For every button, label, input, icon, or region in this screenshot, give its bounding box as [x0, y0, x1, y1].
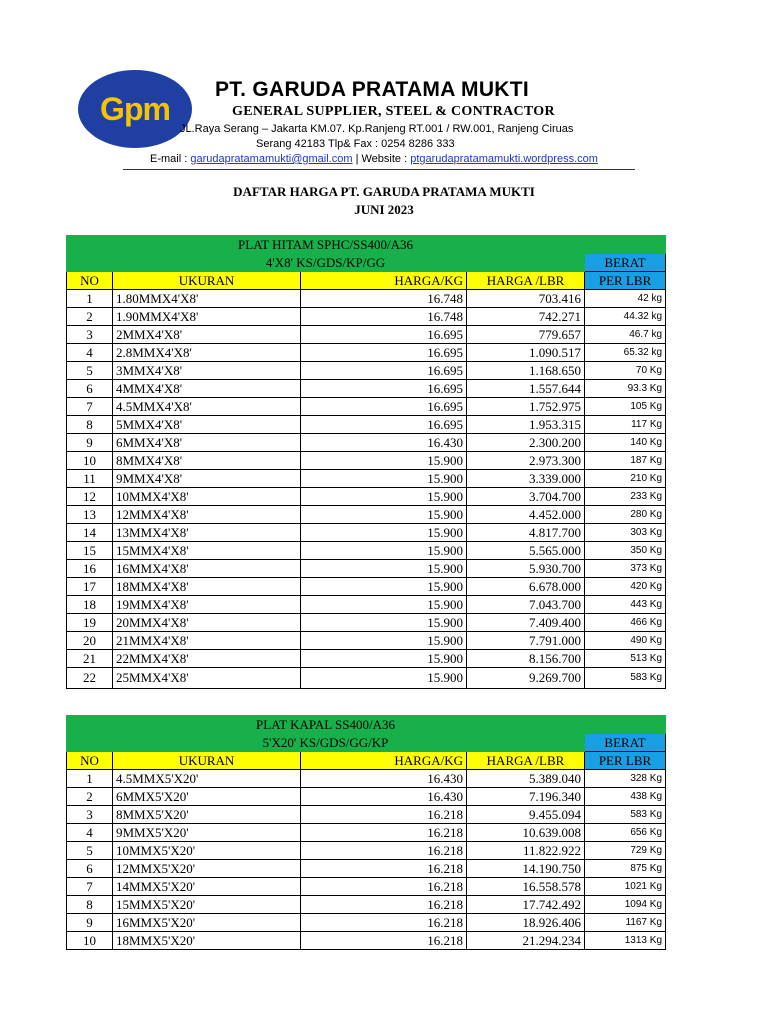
cell-berat: 117 Kg — [585, 416, 666, 434]
cell-harga-kg: 16.430 — [301, 788, 467, 806]
cell-no: 6 — [67, 860, 113, 878]
table-title-row — [67, 254, 666, 272]
cell-ukuran: 12MMX4'X8' — [113, 506, 301, 524]
table-row — [67, 824, 666, 842]
column-header-no: NO — [67, 272, 113, 290]
cell-no: 3 — [67, 326, 113, 344]
cell-no: 10 — [67, 932, 113, 950]
column-header-harga-kg: HARGA/KG — [301, 272, 467, 290]
column-header-harga-lbr: HARGA /LBR — [467, 272, 585, 290]
cell-no: 3 — [67, 806, 113, 824]
website-label: | Website : — [352, 153, 411, 165]
column-header-ukuran: UKURAN — [113, 272, 301, 290]
table-row — [67, 596, 666, 614]
cell-harga-lbr: 1.557.644 — [467, 380, 585, 398]
cell-no: 7 — [67, 398, 113, 416]
cell-no: 21 — [67, 650, 113, 668]
cell-berat: 583 Kg — [585, 806, 666, 824]
table-row — [67, 380, 666, 398]
table-row — [67, 308, 666, 326]
table-header-row — [67, 752, 666, 770]
cell-no: 4 — [67, 344, 113, 362]
table-row — [67, 542, 666, 560]
cell-ukuran: 3MMX4'X8' — [113, 362, 301, 380]
cell-no: 4 — [67, 824, 113, 842]
cell-berat: 70 Kg — [585, 362, 666, 380]
cell-berat: 373 Kg — [585, 560, 666, 578]
table-row — [67, 434, 666, 452]
cell-berat: 583 Kg — [585, 668, 666, 689]
cell-ukuran: 12MMX5'X20' — [113, 860, 301, 878]
cell-harga-lbr: 1.752.975 — [467, 398, 585, 416]
cell-no: 12 — [67, 488, 113, 506]
cell-harga-kg: 15.900 — [301, 596, 467, 614]
cell-ukuran: 15MMX4'X8' — [113, 542, 301, 560]
cell-harga-lbr: 1.090.517 — [467, 344, 585, 362]
cell-berat: 44.32 kg — [585, 308, 666, 326]
cell-harga-kg: 16.695 — [301, 380, 467, 398]
cell-harga-lbr: 7.791.000 — [467, 632, 585, 650]
cell-no: 18 — [67, 596, 113, 614]
table-row — [67, 470, 666, 488]
cell-berat: 1094 Kg — [585, 896, 666, 914]
cell-berat: 443 Kg — [585, 596, 666, 614]
cell-berat: 656 Kg — [585, 824, 666, 842]
cell-harga-lbr: 1.953.315 — [467, 416, 585, 434]
cell-ukuran: 13MMX4'X8' — [113, 524, 301, 542]
cell-no: 1 — [67, 770, 113, 788]
cell-harga-kg: 16.218 — [301, 878, 467, 896]
table-row — [67, 932, 666, 950]
cell-harga-kg: 16.695 — [301, 398, 467, 416]
cell-ukuran: 8MMX4'X8' — [113, 452, 301, 470]
header-divider — [123, 169, 635, 170]
column-header-no: NO — [67, 752, 113, 770]
table-row — [67, 632, 666, 650]
table-title-row — [67, 734, 666, 752]
cell-harga-lbr: 21.294.234 — [467, 932, 585, 950]
cell-no: 19 — [67, 614, 113, 632]
company-city-phone: Serang 42183 Tlp& Fax : 0254 8286 333 — [256, 138, 455, 150]
cell-ukuran: 16MMX5'X20' — [113, 914, 301, 932]
cell-harga-lbr: 8.156.700 — [467, 650, 585, 668]
table-row — [67, 578, 666, 596]
document-period: JUNI 2023 — [354, 202, 414, 217]
column-header-berat-1: BERAT — [585, 734, 666, 752]
cell-berat: 233 Kg — [585, 488, 666, 506]
website-link[interactable]: ptgarudapratamamukti.wordpress.com — [410, 153, 598, 165]
table-row — [67, 362, 666, 380]
cell-berat: 42 kg — [585, 290, 666, 308]
email-label: E-mail : — [150, 153, 191, 165]
cell-harga-kg: 15.900 — [301, 524, 467, 542]
cell-ukuran: 20MMX4'X8' — [113, 614, 301, 632]
cell-no: 7 — [67, 878, 113, 896]
cell-harga-lbr: 16.558.578 — [467, 878, 585, 896]
cell-no: 1 — [67, 290, 113, 308]
cell-harga-lbr: 14.190.750 — [467, 860, 585, 878]
cell-harga-kg: 16.430 — [301, 434, 467, 452]
company-address: JL.Raya Serang – Jakarta KM.07. Kp.Ranjeng RT.001 / RW.001, Ranjeng Ciruas — [180, 123, 574, 135]
cell-harga-lbr: 5.930.700 — [467, 560, 585, 578]
cell-harga-lbr: 2.300.200 — [467, 434, 585, 452]
cell-harga-lbr: 1.168.650 — [467, 362, 585, 380]
cell-berat: 280 Kg — [585, 506, 666, 524]
cell-no: 14 — [67, 524, 113, 542]
cell-harga-kg: 16.695 — [301, 326, 467, 344]
cell-no: 15 — [67, 542, 113, 560]
cell-berat: 1167 Kg — [585, 914, 666, 932]
cell-harga-kg: 16.218 — [301, 860, 467, 878]
table-row — [67, 788, 666, 806]
cell-harga-lbr: 18.926.406 — [467, 914, 585, 932]
cell-harga-kg: 16.218 — [301, 824, 467, 842]
table-row — [67, 560, 666, 578]
cell-ukuran: 1.90MMX4'X8' — [113, 308, 301, 326]
cell-harga-lbr: 742.271 — [467, 308, 585, 326]
cell-ukuran: 2MMX4'X8' — [113, 326, 301, 344]
company-contact — [150, 153, 598, 165]
cell-berat: 438 Kg — [585, 788, 666, 806]
cell-berat: 729 Kg — [585, 842, 666, 860]
cell-no: 20 — [67, 632, 113, 650]
cell-no: 22 — [67, 668, 113, 689]
cell-harga-lbr: 9.455.094 — [467, 806, 585, 824]
table-row — [67, 896, 666, 914]
table-row — [67, 650, 666, 668]
table-row — [67, 878, 666, 896]
cell-harga-kg: 15.900 — [301, 668, 467, 689]
cell-ukuran: 9MMX4'X8' — [113, 470, 301, 488]
cell-harga-kg: 16.695 — [301, 362, 467, 380]
cell-harga-kg: 15.900 — [301, 578, 467, 596]
cell-no: 5 — [67, 842, 113, 860]
table-row — [67, 524, 666, 542]
cell-ukuran: 2.8MMX4'X8' — [113, 344, 301, 362]
cell-berat: 105 Kg — [585, 398, 666, 416]
cell-harga-lbr: 779.657 — [467, 326, 585, 344]
cell-harga-lbr: 6.678.000 — [467, 578, 585, 596]
table-row — [67, 506, 666, 524]
cell-harga-kg: 16.748 — [301, 290, 467, 308]
cell-ukuran: 18MMX4'X8' — [113, 578, 301, 596]
cell-ukuran: 16MMX4'X8' — [113, 560, 301, 578]
company-subtitle: GENERAL SUPPLIER, STEEL & CONTRACTOR — [232, 104, 555, 119]
table-row — [67, 770, 666, 788]
cell-berat: 1313 Kg — [585, 932, 666, 950]
cell-harga-kg: 15.900 — [301, 632, 467, 650]
table-title-1: PLAT HITAM SPHC/SS400/A36 — [67, 236, 585, 254]
cell-harga-kg: 15.900 — [301, 560, 467, 578]
cell-harga-lbr: 3.339.000 — [467, 470, 585, 488]
cell-berat: 1021 Kg — [585, 878, 666, 896]
table-row — [67, 914, 666, 932]
cell-harga-kg: 15.900 — [301, 470, 467, 488]
cell-berat: 65.32 kg — [585, 344, 666, 362]
cell-harga-kg: 16.218 — [301, 932, 467, 950]
cell-ukuran: 9MMX5'X20' — [113, 824, 301, 842]
cell-harga-lbr: 5.565.000 — [467, 542, 585, 560]
table-row — [67, 290, 666, 308]
table-title-1: PLAT KAPAL SS400/A36 — [67, 716, 585, 734]
cell-harga-kg: 16.218 — [301, 896, 467, 914]
cell-harga-kg: 15.900 — [301, 506, 467, 524]
cell-ukuran: 1.80MMX4'X8' — [113, 290, 301, 308]
cell-harga-kg: 15.900 — [301, 488, 467, 506]
table-row — [67, 614, 666, 632]
cell-harga-kg: 16.748 — [301, 308, 467, 326]
column-header-berat-1: BERAT — [585, 254, 666, 272]
cell-harga-lbr: 11.822.922 — [467, 842, 585, 860]
cell-no: 9 — [67, 434, 113, 452]
cell-ukuran: 4.5MMX4'X8' — [113, 398, 301, 416]
table-row — [67, 860, 666, 878]
company-name: PT. GARUDA PRATAMA MUKTI — [215, 78, 530, 101]
cell-berat: 513 Kg — [585, 650, 666, 668]
cell-no: 8 — [67, 416, 113, 434]
cell-harga-kg: 16.218 — [301, 914, 467, 932]
company-logo — [78, 70, 192, 148]
cell-berat: 466 Kg — [585, 614, 666, 632]
title-band-end — [585, 716, 666, 734]
cell-ukuran: 4.5MMX5'X20' — [113, 770, 301, 788]
cell-berat: 328 Kg — [585, 770, 666, 788]
price-table-plat-kapal — [66, 715, 666, 950]
cell-no: 17 — [67, 578, 113, 596]
cell-harga-lbr: 4.452.000 — [467, 506, 585, 524]
cell-no: 6 — [67, 380, 113, 398]
cell-harga-kg: 16.218 — [301, 842, 467, 860]
cell-harga-lbr: 7.043.700 — [467, 596, 585, 614]
cell-ukuran: 19MMX4'X8' — [113, 596, 301, 614]
cell-ukuran: 10MMX5'X20' — [113, 842, 301, 860]
cell-harga-lbr: 9.269.700 — [467, 668, 585, 689]
cell-ukuran: 18MMX5'X20' — [113, 932, 301, 950]
column-header-berat-2: PER LBR — [585, 752, 666, 770]
cell-harga-kg: 15.900 — [301, 452, 467, 470]
cell-no: 2 — [67, 308, 113, 326]
cell-ukuran: 14MMX5'X20' — [113, 878, 301, 896]
cell-harga-kg: 16.430 — [301, 770, 467, 788]
cell-no: 5 — [67, 362, 113, 380]
cell-harga-lbr: 7.409.400 — [467, 614, 585, 632]
cell-harga-kg: 16.695 — [301, 344, 467, 362]
table-title-2: 5'X20' KS/GDS/GG/KP — [67, 734, 585, 752]
cell-ukuran: 25MMX4'X8' — [113, 668, 301, 689]
cell-berat: 187 Kg — [585, 452, 666, 470]
title-band-end — [585, 236, 666, 254]
table-title-2: 4'X8' KS/GDS/KP/GG — [67, 254, 585, 272]
document-title: DAFTAR HARGA PT. GARUDA PRATAMA MUKTI — [233, 184, 535, 199]
cell-ukuran: 22MMX4'X8' — [113, 650, 301, 668]
cell-berat: 210 Kg — [585, 470, 666, 488]
table-row — [67, 806, 666, 824]
column-header-harga-kg: HARGA/KG — [301, 752, 467, 770]
price-table-plat-hitam — [66, 235, 666, 689]
table-row — [67, 842, 666, 860]
cell-no: 8 — [67, 896, 113, 914]
cell-harga-lbr: 17.742.492 — [467, 896, 585, 914]
cell-harga-kg: 15.900 — [301, 650, 467, 668]
cell-berat: 140 Kg — [585, 434, 666, 452]
cell-ukuran: 10MMX4'X8' — [113, 488, 301, 506]
table-title-row — [67, 716, 666, 734]
column-header-ukuran: UKURAN — [113, 752, 301, 770]
cell-berat: 875 Kg — [585, 860, 666, 878]
table-header-row — [67, 272, 666, 290]
table-row — [67, 668, 666, 689]
cell-no: 10 — [67, 452, 113, 470]
table-row — [67, 344, 666, 362]
cell-berat: 420 Kg — [585, 578, 666, 596]
cell-no: 13 — [67, 506, 113, 524]
cell-ukuran: 15MMX5'X20' — [113, 896, 301, 914]
email-link[interactable]: garudapratamamukti@gmail.com — [190, 153, 353, 165]
cell-ukuran: 6MMX5'X20' — [113, 788, 301, 806]
cell-berat: 93.3 Kg — [585, 380, 666, 398]
cell-harga-lbr: 2.973.300 — [467, 452, 585, 470]
cell-no: 11 — [67, 470, 113, 488]
cell-harga-kg: 15.900 — [301, 614, 467, 632]
cell-harga-kg: 16.218 — [301, 806, 467, 824]
cell-harga-lbr: 3.704.700 — [467, 488, 585, 506]
table-row — [67, 452, 666, 470]
cell-no: 2 — [67, 788, 113, 806]
cell-harga-lbr: 4.817.700 — [467, 524, 585, 542]
table-row — [67, 488, 666, 506]
cell-berat: 303 Kg — [585, 524, 666, 542]
cell-no: 16 — [67, 560, 113, 578]
cell-ukuran: 8MMX5'X20' — [113, 806, 301, 824]
cell-ukuran: 5MMX4'X8' — [113, 416, 301, 434]
table-row — [67, 326, 666, 344]
cell-harga-kg: 15.900 — [301, 542, 467, 560]
cell-berat: 46.7 kg — [585, 326, 666, 344]
cell-harga-lbr: 7.196.340 — [467, 788, 585, 806]
cell-ukuran: 21MMX4'X8' — [113, 632, 301, 650]
logo-text: Gpm — [100, 90, 170, 127]
cell-harga-lbr: 703.416 — [467, 290, 585, 308]
table-title-row — [67, 236, 666, 254]
cell-berat: 350 Kg — [585, 542, 666, 560]
cell-ukuran: 6MMX4'X8' — [113, 434, 301, 452]
cell-berat: 490 Kg — [585, 632, 666, 650]
cell-harga-kg: 16.695 — [301, 416, 467, 434]
cell-no: 9 — [67, 914, 113, 932]
cell-harga-lbr: 10.639.008 — [467, 824, 585, 842]
table-row — [67, 398, 666, 416]
cell-harga-lbr: 5.389.040 — [467, 770, 585, 788]
cell-ukuran: 4MMX4'X8' — [113, 380, 301, 398]
column-header-harga-lbr: HARGA /LBR — [467, 752, 585, 770]
table-row — [67, 416, 666, 434]
column-header-berat-2: PER LBR — [585, 272, 666, 290]
